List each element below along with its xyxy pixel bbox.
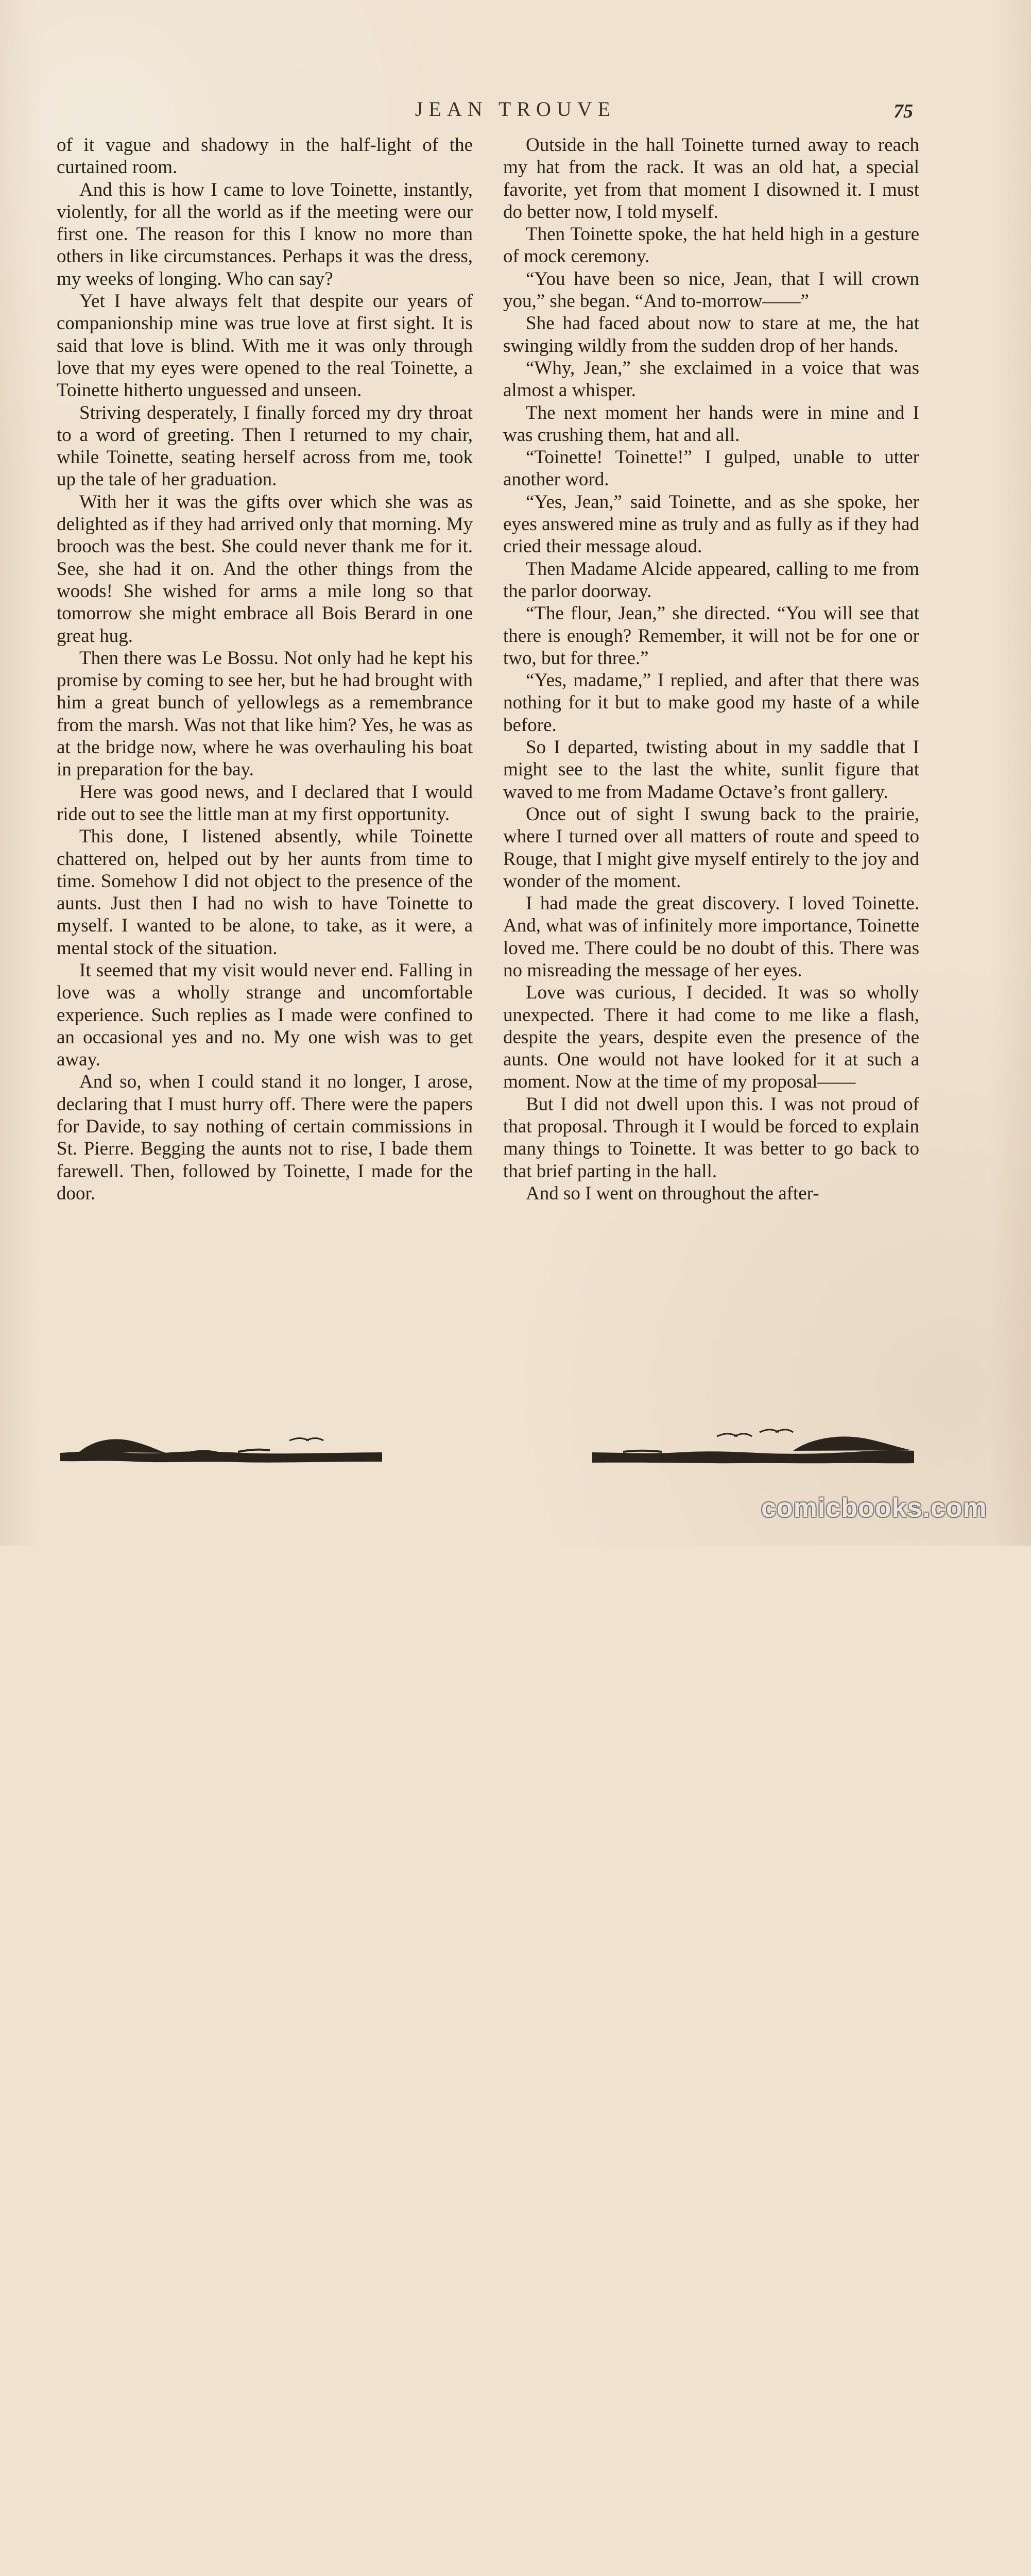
paragraph: “Why, Jean,” she exclaimed in a voice that was almost a whisper. [503,357,919,401]
paragraph: of it vague and shadowy in the half-light of the curtained room. [57,134,473,178]
paragraph: But I did not dwell upon this. I was not proud of that proposal. Through it I would be forced to explain many things to Toinette. It was better to go back to that brief parting in the hall. [503,1093,919,1182]
paragraph: So I departed, twisting about in my saddle that I might see to the last the white, sunlit figure that waved to me from Madame Octave’s front gallery. [503,737,919,803]
paragraph: Here was good news, and I declared that I would ride out to see the little man at my first opportunity. [57,781,473,825]
paragraph: “Yes, Jean,” said Toinette, and as she spoke, her eyes answered mine as truly and as fully as if they had cried their message aloud. [503,491,919,557]
paragraph: “Toinette! Toinette!” I gulped, unable to utter another word. [503,447,919,490]
footer-ornament-band [58,1427,917,1468]
paragraph: Then Toinette spoke, the hat held high in a gesture of mock ceremony. [503,224,919,267]
right-column [503,134,919,1205]
watermark: comicbooks.com [761,1493,987,1523]
paragraph: I had made the great discovery. I loved Toinette. And, what was of infinitely more importance, Toinette loved me. There could be no doubt of this. There was no misreading the message of her eyes. [503,893,919,981]
paragraph: This done, I listened absently, while Toinette chattered on, helped out by her aunts from time to time. Somehow I did not object to the presence of the aunts. Just then I had no wish to have Toinette to myself. I wanted to be alone, to take, as it were, a mental stock of the situation. [57,826,473,959]
paragraph: Outside in the hall Toinette turned away to reach my hat from the rack. It was an old hat, a special favorite, yet from that moment I disowned it. I must do better now, I told myself. [503,134,919,223]
paragraph: She had faced about now to stare at me, the hat swinging wildly from the sudden drop of her hands. [503,313,919,357]
running-head: JEAN TROUVE [415,97,616,121]
paragraph: Then Madame Alcide appeared, calling to me from the parlor doorway. [503,558,919,602]
landscape-ornament-icon [587,1427,917,1468]
paragraph: “The flour, Jean,” she directed. “You will see that there is enough? Remember, it will not be for one or two, but for three.” [503,603,919,669]
paragraph: Yet I have always felt that despite our years of companionship mine was true love at first sight. It is said that love is blind. With me it was only through love that my eyes were opened to the real Toinette, a Toinette hitherto unguessed and unseen. [57,291,473,401]
landscape-ornament-icon [58,1427,387,1468]
paragraph: The next moment her hands were in mine and I was crushing them, hat and all. [503,402,919,446]
left-column [57,134,473,1205]
paragraph: Once out of sight I swung back to the prairie, where I turned over all matters of route and speed to Rouge, that I might give myself entirely to the joy and wonder of the moment. [503,803,919,892]
paragraph: With her it was the gifts over which she was as delighted as if they had arrived only that morning. My brooch was the best. She could never thank me for it. See, she had it on. And the other things from the woods! She wished for arms a mile long so that tomorrow she might embrace all Bois Berard in one great hug. [57,491,473,647]
paragraph: It seemed that my visit would never end. Falling in love was a wholly strange and uncomfortable experience. Such replies as I made were confined to an occasional yes and no. My one wish was to get away. [57,959,473,1071]
paragraph: Love was curious, I decided. It was so wholly unexpected. There it had come to me like a flash, despite the years, despite even the presence of the aunts. One would not have looked for it at such a moment. Now at the time of my proposal—— [503,982,919,1093]
paragraph: “Yes, madame,” I replied, and after that there was nothing for it but to make good my haste of a while before. [503,670,919,736]
paragraph: And so, when I could stand it no longer, I arose, declaring that I must hurry off. There were the papers for Davide, to say nothing of certain commissions in St. Pierre. Begging the aunts not to rise, I bade them farewell. Then, followed by Toinette, I made for the door. [57,1071,473,1204]
paragraph: And this is how I came to love Toinette, instantly, violently, for all the world as if the meeting were our first one. The reason for this I know no more than others in like circumstances. Perhaps it was the dress, my weeks of longing. Who can say? [57,179,473,290]
paragraph: Striving desperately, I finally forced my dry throat to a word of greeting. Then I returned to my chair, while Toinette, seating herself across from me, took up the tale of her graduation. [57,402,473,490]
paragraph: “You have been so nice, Jean, that I will crown you,” she began. “And to-morrow——” [503,268,919,312]
paragraph: Then there was Le Bossu. Not only had he kept his promise by coming to see her, but he had brought with him a great bunch of yellowlegs as a remembrance from the marsh. Was not that like him? Yes, he was as at the bridge now, where he was overhauling his boat in preparation for the bay. [57,647,473,781]
page-number: 75 [893,100,913,122]
paragraph: And so I went on throughout the after- [526,1182,819,1204]
